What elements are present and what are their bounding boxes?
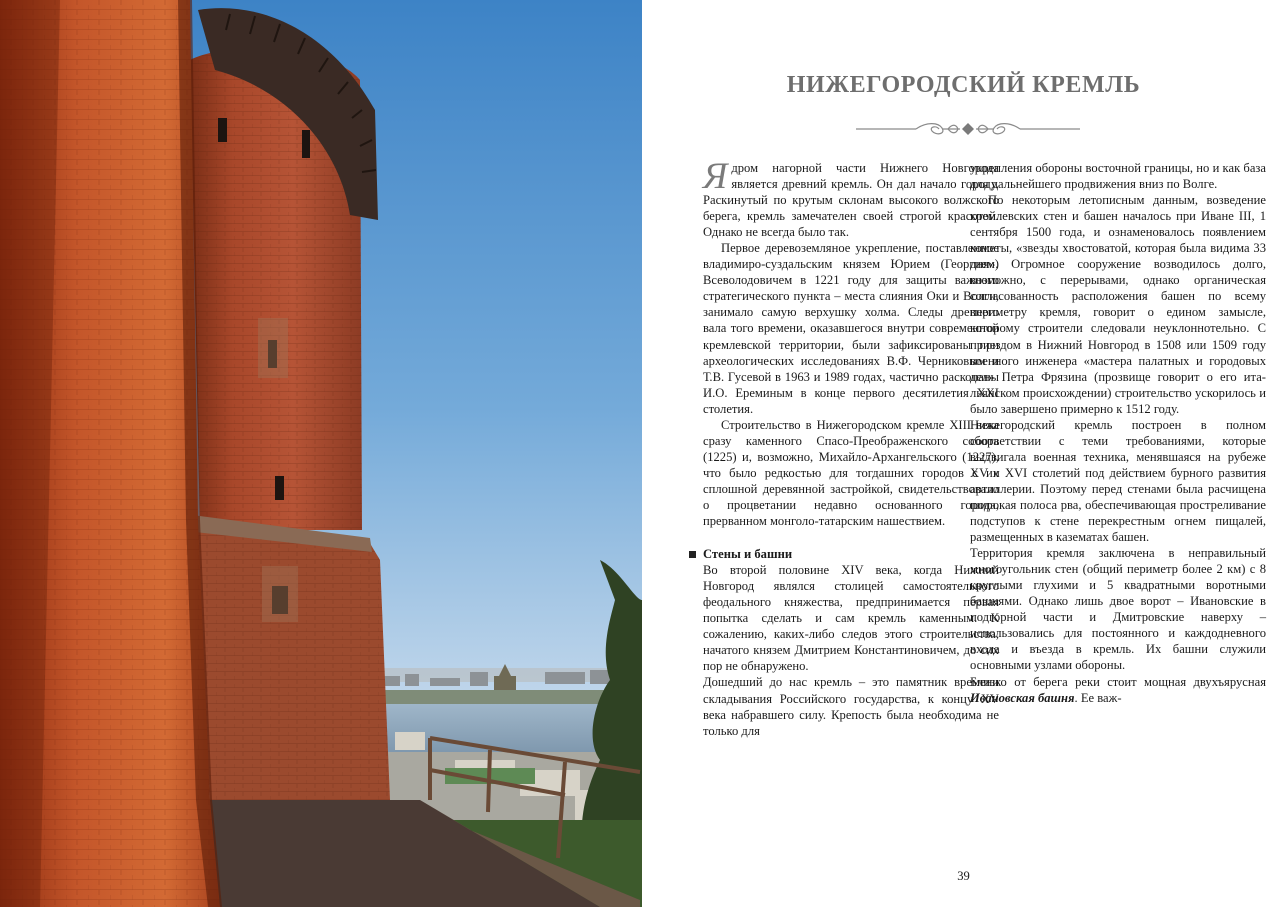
square-bullet-icon [689, 551, 696, 558]
paragraph-2: Первое деревоземляное укрепление, поставленное владимиро-суздальским князем Юрием (Георгием) Всеволодовичем в 1221 году для защиты важного стратегического пункта – места слияния Оки и Волги, занимало самую верхушку холма. Следы древнего вала того времени, оказавшегося внутри современной кремлевской территории, были зафиксированы при археологических исследованиях В.Ф. Черниковым и Т.В. Гусевой в 1963 и 1989 годах, частично раскопаны И.О. Ереминым в конце первого десятилетия XXI столетия. [703, 241, 999, 416]
text-page [642, 0, 1285, 907]
ivanovskaya-tower-name: Ивановская башня [970, 690, 1075, 705]
paragraph-3: Строительство в Нижегородском кремле XIII века сразу каменного Спасо-Преображенского собора (1225) и, возможно, Михайло-Архангельского (1227), что было редкостью для тогдашних городов с их сплошной деревянной застройкой, свидетельствовало о процветании недавно основанного города, прерванном монголо-татарским нашествием. [703, 417, 999, 529]
paragraph-r5-end: . Ее важ- [1074, 690, 1122, 705]
paragraph-1-text: дром нагорной части Нижнего Новгорода является древний кремль. Он дал начало городу. Раскинутый по крутым склонам высокого волжского берега, кремль замечателен своей строгой красотой. Однако не всегда было так. [703, 161, 999, 240]
page-title: НИЖЕГОРОДСКИЙ КРЕМЛЬ [786, 72, 1141, 98]
paragraph-r5 [970, 674, 1266, 706]
section-subheading [689, 546, 999, 562]
paragraph-r1: укрепления обороны восточной границы, но и как база для дальнейшего продвижения вниз по Волге. [970, 161, 1266, 192]
drop-cap: Я [703, 156, 728, 197]
paragraph-r3: Нижегородский кремль построен в полном соответствии с теми требованиями, которые выдвигала военная техника, менявшаяся на рубеже XV и XVI столетий под действием бурного развития артиллерии. Поэтому перед стенами была расчищена широкая полоса рва, обеспечивающая простреливание подступов к стене перекрестным огнем пищалей, размещенных в казематах башен. [970, 417, 1266, 545]
paragraph-r5-start: Близко от берега реки стоит мощная двухъярусная [970, 674, 1266, 689]
page-number: 39 [957, 869, 970, 883]
paragraph-5: Дошедший до нас кремль – это памятник времени складывания Российского государства, к концу XV века набравшего силу. Крепость была необходима не только для [703, 675, 999, 738]
text-column-right [970, 160, 1266, 706]
kremlin-tower-photo [0, 0, 642, 907]
text-column-left [703, 156, 999, 739]
paragraph-r2: По некоторым летописным данным, возведение кремлевских стен и башен началось при Иване III, 1 сентября 1500 года, и ознаменовалось появлением кометы, «звезды хвостоватой, которая была видима 33 дня». Огромное сооружение возводилось долго, возможно, с перерывами, однако органическая согласованность расположения башен по всему периметру кремля, говорит о едином замысле, которому строители следовали неуклоннотельно. С приездом в Нижний Новгород в 1508 или 1509 году военного инженера «мастера палатных и городовых дел» Петра Фрязина (прозвище говорит о его итальянском происхождении) строительство ускорилось и было завершено примерно к 1512 году. [970, 193, 1266, 416]
paragraph-r4: Территория кремля заключена в неправильный многоугольник стен (общий периметр более 2 км) с 8 круглыми глухими и 5 квадратными воротными башнями. Однако лишь двое ворот – Ивановские в подгорной части и Дмитровские наверху – использовались для постоянного и каждодневного входа и въезда в кремль. Их башни служили основными узлами обороны. [970, 546, 1266, 673]
subheading-text: Стены и башни [703, 547, 793, 562]
ornament-divider-icon [856, 120, 1080, 138]
paragraph-4: Во второй половине XIV века, когда Нижний Новгород являлся столицей самостоятельного феодального княжества, предпринимается первая попытка сделать и сам кремль каменным. К сожалению, каких-либо следов этого строительства, начатого князем Дмитрием Константиновичем, до сих пор не обнаружено. [703, 563, 999, 674]
